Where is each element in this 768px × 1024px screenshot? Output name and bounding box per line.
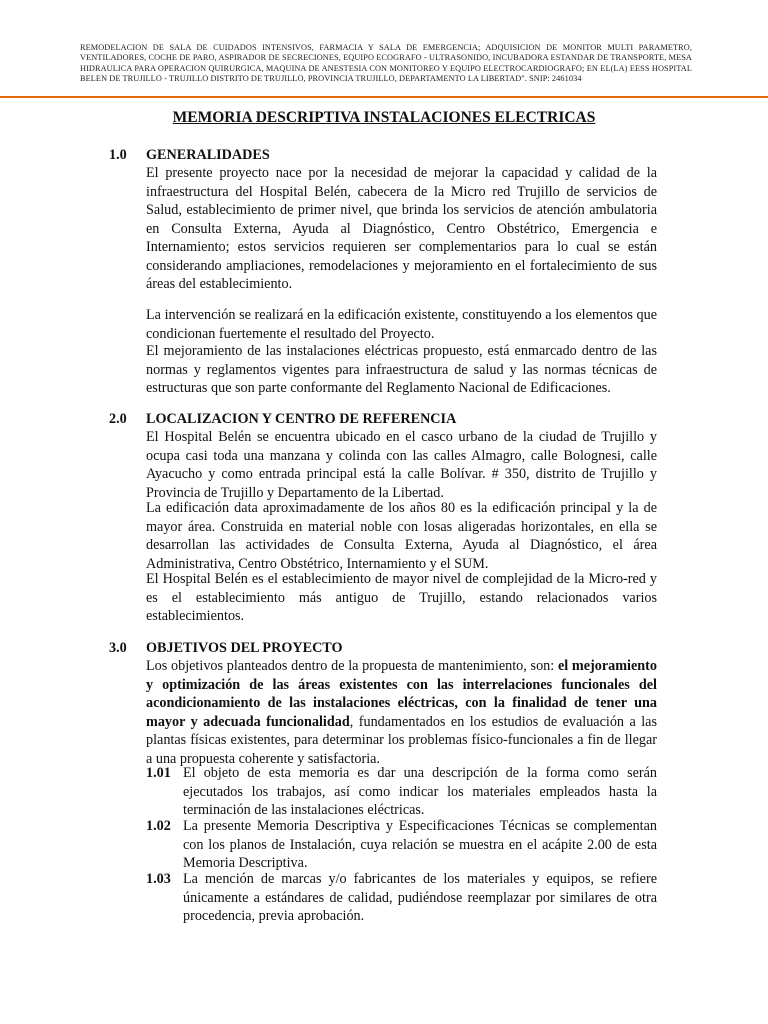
subitem-number: 1.01 bbox=[146, 765, 171, 781]
subitem-text: La presente Memoria Descriptiva y Especificaciones Técnicas se complementan con los planos de Instalación, cuya relación se muestra en el acápite 2.00 de esta Memoria Descriptiva. bbox=[183, 818, 657, 871]
section-number: 2.0 bbox=[109, 411, 127, 427]
section-number: 3.0 bbox=[109, 640, 127, 656]
subitem-number: 1.02 bbox=[146, 818, 171, 834]
section-title: OBJETIVOS DEL PROYECTO bbox=[146, 640, 343, 656]
section-number: 1.0 bbox=[109, 147, 127, 163]
document-title: MEMORIA DESCRIPTIVA INSTALACIONES ELECTRICAS bbox=[172, 109, 596, 126]
section-title: LOCALIZACION Y CENTRO DE REFERENCIA bbox=[146, 411, 457, 427]
paragraph: La edificación data aproximadamente de los años 80 es la edificación principal y la de mayor área. Construida en material noble con losas aligeradas horizontales, en ella se desarrollan las actividades de Consulta Externa, Ayuda al Diagnóstico, el área Administrativa, Centro Obstétrico, Internamiento y el SUM. bbox=[146, 500, 657, 572]
page-header: REMODELACION DE SALA DE CUIDADOS INTENSIVOS, FARMACIA Y SALA DE EMERGENCIA; ADQUISICION DE MONITOR MULTI PARAMETRO, VENTILADORES, COCHE DE PARO, ASPIRADOR DE SECRECIONES, EQUIPO ECOGRAFO - ULTRASONIDO, INCUBADORA ESTANDAR DE TRANSPORTE, MESA HIDRAULICA PARA OPERACION QUIRURGICA, MAQUINA DE ANESTESIA CON MONITOREO Y EQUIPO ELECTROCARDIOGRAFO; EN EL(LA) EESS HOSPITAL BELEN DE TRUJILLO - TRUJILLO DISTRITO DE TRUJILLO, PROVINCIA TRUJILLO, DEPARTAMENTO LA LIBERTAD". SNIP: 2461034 bbox=[80, 43, 692, 84]
intro-text: , fundamentados en los estudios de evaluación a las plantas físicas existentes, para determinar los problemas físico-funcionales a fin de llegar a una propuesta coherente y satisfactoria. bbox=[146, 713, 657, 767]
intro-emphasis: el mejoramiento y optimización de las áreas existentes con las interrelaciones funcionales del acondicionamiento de las instalaciones eléctricas, con la finalidad de tener una mayor y adecuada funcionalidad bbox=[146, 658, 657, 730]
subitem-text: La mención de marcas y/o fabricantes de los materiales y equipos, se refiere únicamente a estándares de calidad, pudiéndose reemplazar por similares de otra procedencia, previa aprobación. bbox=[183, 871, 657, 924]
paragraph: El Hospital Belén se encuentra ubicado en el casco urbano de la ciudad de Trujillo y ocupa casi toda una manzana y colinda con las calles Almagro, calle Bolognesi, calle Ayacucho y como entrada principal está la calle Bolívar. # 350, distrito de Trujillo y Provincia de Trujillo y Departamento de la Libertad. bbox=[146, 429, 657, 501]
paragraph: El presente proyecto nace por la necesidad de mejorar la capacidad y calidad de la infraestructura del Hospital Belén, cabecera de la Micro red Trujillo de servicios de Salud, establecimiento de primer nivel, que brinda los servicios de atención ambulatoria en Consulta Externa, Ayuda al Diagnóstico, Centro Obstétrico, Emergencia e Internamiento; estos servicios requieren ser complementarios para lo cual se están considerando ampliaciones, remodelaciones y mejoramiento en el fortalecimiento de sus áreas del establecimiento. bbox=[146, 165, 657, 292]
paragraph: El mejoramiento de las instalaciones eléctricas propuesto, está enmarcado dentro de las normas y reglamentos vigentes para infraestructura de salud y las normas técnicas de estructuras que son parte conformante del Reglamento Nacional de Edificaciones. bbox=[146, 343, 657, 396]
subitem-number: 1.03 bbox=[146, 871, 171, 887]
intro-text: Los objetivos planteados dentro de la propuesta de mantenimiento, son: bbox=[146, 658, 558, 674]
paragraph: La intervención se realizará en la edificación existente, constituyendo a los elementos que condicionan fuertemente el resultado del Proyecto. bbox=[146, 307, 657, 342]
paragraph bbox=[146, 657, 657, 768]
subitem-text: El objeto de esta memoria es dar una descripción de la forma como serán ejecutados los trabajos, así como indicar los materiales empleados hasta la terminación de las instalaciones eléctricas. bbox=[183, 765, 657, 818]
paragraph: El Hospital Belén es el establecimiento de mayor nivel de complejidad de la Micro-red y es el establecimiento más antiguo de Trujillo, estando relacionados varios establecimientos. bbox=[146, 571, 657, 624]
header-divider bbox=[0, 96, 768, 98]
section-title: GENERALIDADES bbox=[146, 147, 270, 163]
